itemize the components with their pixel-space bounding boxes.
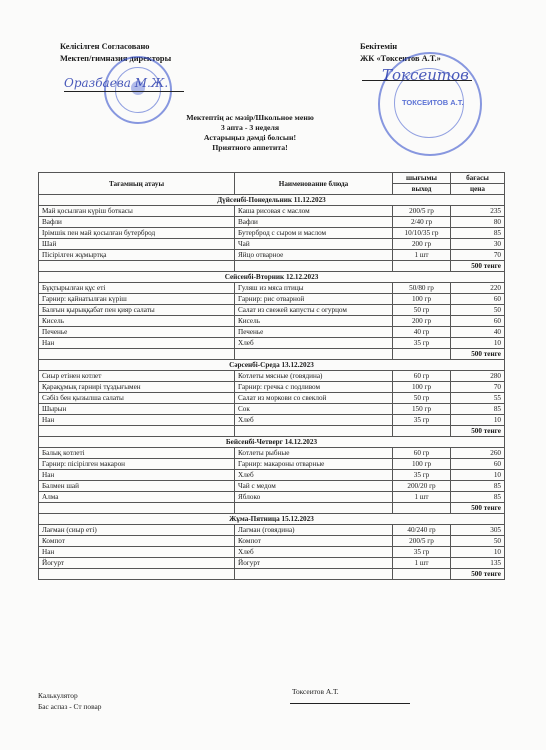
dish-name-kz: Йогурт: [39, 558, 235, 569]
dish-name-kz: Гарнир: пісірілген макарон: [39, 459, 235, 470]
table-row: [39, 525, 505, 536]
col-header-kz: Тағамның атауы: [39, 173, 235, 195]
table-row: [39, 492, 505, 503]
empty-cell: [39, 261, 235, 272]
empty-cell: [39, 569, 235, 580]
day-header-row: [39, 437, 505, 448]
approval-left-line2: Мектеп/гимназия директоры: [60, 54, 172, 63]
dish-name-kz: Қарақұмық гарнирі тұздығымен: [39, 382, 235, 393]
dish-name-kz: Печенье: [39, 327, 235, 338]
table-row: [39, 217, 505, 228]
dish-quantity: 40/240 гр: [393, 525, 451, 536]
dish-price: 40: [451, 327, 505, 338]
dish-name-kz: Вафли: [39, 217, 235, 228]
dish-price: 60: [451, 294, 505, 305]
day-label: Сәрсенбі-Среда 13.12.2023: [39, 360, 505, 371]
dish-quantity: 1 шт: [393, 558, 451, 569]
dish-name-ru: Котлеты рыбные: [235, 448, 393, 459]
dish-name-ru: Яблоко: [235, 492, 393, 503]
dish-name-ru: Гарнир: рис отварной: [235, 294, 393, 305]
empty-cell: [235, 349, 393, 360]
table-row: [39, 558, 505, 569]
col-header-qty-top: шығымы: [393, 173, 451, 184]
dish-name-kz: Балғын қырыққабат пен қияр салаты: [39, 305, 235, 316]
table-row: [39, 316, 505, 327]
empty-cell: [39, 349, 235, 360]
empty-cell: [39, 426, 235, 437]
total-row: [39, 503, 505, 514]
title-line4: Приятного аппетита!: [212, 143, 288, 152]
total-row: [39, 426, 505, 437]
empty-cell: [39, 503, 235, 514]
day-total: 500 тенге: [451, 503, 505, 514]
day-label: Дүйсенбі-Понедельник 11.12.2023: [39, 195, 505, 206]
dish-quantity: 35 гр: [393, 547, 451, 558]
dish-quantity: 1 шт: [393, 492, 451, 503]
dish-quantity: 60 гр: [393, 448, 451, 459]
dish-quantity: 100 гр: [393, 294, 451, 305]
dish-name-kz: Май қосылған күріш боткасы: [39, 206, 235, 217]
col-header-ru: Наименование блюда: [235, 173, 393, 195]
dish-quantity: 50 гр: [393, 393, 451, 404]
empty-cell: [393, 349, 451, 360]
table-row: [39, 459, 505, 470]
dish-quantity: 2/40 гр: [393, 217, 451, 228]
right-signature-line: [362, 80, 472, 81]
dish-name-ru: Гарнир: макароны отварные: [235, 459, 393, 470]
dish-name-kz: Сиыр етінен котлет: [39, 371, 235, 382]
dish-quantity: 50/80 гр: [393, 283, 451, 294]
dish-name-ru: Яйцо отварное: [235, 250, 393, 261]
table-row: [39, 470, 505, 481]
dish-price: 70: [451, 250, 505, 261]
dish-quantity: 200/5 гр: [393, 536, 451, 547]
dish-quantity: 200 гр: [393, 316, 451, 327]
day-header-row: [39, 195, 505, 206]
day-label: Бейсенбі-Четверг 14.12.2023: [39, 437, 505, 448]
empty-cell: [235, 426, 393, 437]
dish-price: 10: [451, 338, 505, 349]
dish-price: 85: [451, 492, 505, 503]
table-row: [39, 206, 505, 217]
empty-cell: [393, 569, 451, 580]
empty-cell: [393, 261, 451, 272]
day-total: 500 тенге: [451, 426, 505, 437]
dish-quantity: 200/20 гр: [393, 481, 451, 492]
dish-price: 10: [451, 470, 505, 481]
dish-name-ru: Гарнир: гречка с подливом: [235, 382, 393, 393]
dish-name-kz: Нан: [39, 415, 235, 426]
dish-price: 55: [451, 393, 505, 404]
table-row: [39, 481, 505, 492]
table-row: [39, 294, 505, 305]
dish-name-ru: Чай с медом: [235, 481, 393, 492]
dish-price: 10: [451, 415, 505, 426]
dish-name-ru: Салат из свежей капусты с огурцом: [235, 305, 393, 316]
dish-price: 305: [451, 525, 505, 536]
table-row: [39, 536, 505, 547]
dish-price: 80: [451, 217, 505, 228]
dish-name-kz: Компот: [39, 536, 235, 547]
dish-quantity: 100 гр: [393, 382, 451, 393]
dish-quantity: 50 гр: [393, 305, 451, 316]
dish-name-kz: Гарнир: қайнатылған күріш: [39, 294, 235, 305]
day-header-row: [39, 360, 505, 371]
col-header-price-top: бағасы: [451, 173, 505, 184]
day-label: Жұма-Пятница 15.12.2023: [39, 514, 505, 525]
dish-quantity: 35 гр: [393, 338, 451, 349]
dish-quantity: 1 шт: [393, 250, 451, 261]
dish-name-kz: Нан: [39, 547, 235, 558]
total-row: [39, 569, 505, 580]
dish-quantity: 35 гр: [393, 470, 451, 481]
dish-quantity: 40 гр: [393, 327, 451, 338]
dish-name-ru: Чай: [235, 239, 393, 250]
dish-price: 220: [451, 283, 505, 294]
dish-name-kz: Балық котлеті: [39, 448, 235, 459]
title-line1: Мектептің ас мәзір/Школьное меню: [186, 113, 314, 122]
cook-label: Бас аспаз - Ст повар: [38, 702, 102, 711]
dish-price: 10: [451, 547, 505, 558]
calculator-name: Токсеитов А.Т.: [292, 687, 339, 696]
dish-name-ru: Хлеб: [235, 415, 393, 426]
calculator-label: Калькулятор: [38, 691, 78, 700]
title-line2: 3 апта - 3 неделя: [220, 123, 280, 132]
dish-name-ru: Хлеб: [235, 470, 393, 481]
dish-name-kz: Кисель: [39, 316, 235, 327]
dish-name-ru: Лагман (говядина): [235, 525, 393, 536]
day-header-row: [39, 272, 505, 283]
dish-name-ru: Хлеб: [235, 547, 393, 558]
day-label: Сейсенбі-Вторник 12.12.2023: [39, 272, 505, 283]
empty-cell: [235, 503, 393, 514]
footer-left: [38, 690, 101, 712]
table-row: [39, 448, 505, 459]
dish-name-ru: Салат из моркови со свеклой: [235, 393, 393, 404]
table-row: [39, 382, 505, 393]
dish-quantity: 100 гр: [393, 459, 451, 470]
dish-name-kz: Сәбіз бен қызылша салаты: [39, 393, 235, 404]
dish-name-ru: Хлеб: [235, 338, 393, 349]
col-header-price-bottom: цена: [451, 184, 505, 195]
dish-quantity: 10/10/35 гр: [393, 228, 451, 239]
day-total: 500 тенге: [451, 261, 505, 272]
empty-cell: [235, 261, 393, 272]
dish-name-kz: Ірімшік пен май қосылған бутерброд: [39, 228, 235, 239]
left-signature: Оразбаева М.Ж.: [64, 76, 169, 90]
table-row: [39, 283, 505, 294]
col-header-qty-bottom: выход: [393, 184, 451, 195]
day-total: 500 тенге: [451, 349, 505, 360]
dish-price: 280: [451, 371, 505, 382]
dish-name-ru: Компот: [235, 536, 393, 547]
dish-name-ru: Котлеты мясные (говядина): [235, 371, 393, 382]
dish-name-kz: Лағман (сиыр еті): [39, 525, 235, 536]
empty-cell: [393, 503, 451, 514]
dish-price: 135: [451, 558, 505, 569]
approval-right-line2: ЖК «Токсеитов А.Т.»: [360, 54, 441, 63]
dish-name-ru: Бутерброд с сыром и маслом: [235, 228, 393, 239]
table-row: [39, 393, 505, 404]
dish-name-kz: Нан: [39, 470, 235, 481]
empty-cell: [235, 569, 393, 580]
approval-left-line1: Келісілген Согласовано: [60, 42, 150, 51]
dish-quantity: 200/5 гр: [393, 206, 451, 217]
dish-price: 235: [451, 206, 505, 217]
dish-price: 50: [451, 305, 505, 316]
dish-price: 30: [451, 239, 505, 250]
dish-name-ru: Сок: [235, 404, 393, 415]
table-row: [39, 547, 505, 558]
table-header-row-top: [39, 173, 505, 184]
right-seal-name: ТОКСЕИТОВ А.Т.: [402, 98, 464, 107]
dish-name-kz: Шырын: [39, 404, 235, 415]
dish-name-kz: Балмен шай: [39, 481, 235, 492]
dish-name-ru: Йогурт: [235, 558, 393, 569]
table-row: [39, 305, 505, 316]
menu-table: [38, 172, 505, 580]
approval-right-line1: Бекітемін: [360, 42, 398, 51]
dish-quantity: 35 гр: [393, 415, 451, 426]
dish-price: 85: [451, 228, 505, 239]
menu-title: [150, 113, 350, 153]
table-row: [39, 371, 505, 382]
dish-quantity: 200 гр: [393, 239, 451, 250]
dish-name-kz: Бұқтырылған құс еті: [39, 283, 235, 294]
dish-name-kz: Алма: [39, 492, 235, 503]
table-row: [39, 404, 505, 415]
dish-price: 60: [451, 316, 505, 327]
table-row: [39, 338, 505, 349]
total-row: [39, 261, 505, 272]
title-line3: Астарыңыз дәмді болсын!: [203, 133, 297, 142]
dish-price: 70: [451, 382, 505, 393]
dish-name-kz: Шай: [39, 239, 235, 250]
day-total: 500 тенге: [451, 569, 505, 580]
dish-quantity: 60 гр: [393, 371, 451, 382]
table-row: [39, 327, 505, 338]
dish-quantity: 150 гр: [393, 404, 451, 415]
right-signature: Токсеитов: [382, 66, 469, 84]
dish-name-ru: Каша рисовая с маслом: [235, 206, 393, 217]
dish-name-ru: Печенье: [235, 327, 393, 338]
empty-cell: [393, 426, 451, 437]
dish-price: 60: [451, 459, 505, 470]
dish-name-kz: Пісірілген жұмыртқа: [39, 250, 235, 261]
dish-name-ru: Гуляш из мяса птицы: [235, 283, 393, 294]
table-row: [39, 239, 505, 250]
dish-name-ru: Вафли: [235, 217, 393, 228]
table-row: [39, 250, 505, 261]
menu-body: [39, 195, 505, 580]
dish-price: 50: [451, 536, 505, 547]
calculator-signature-line: [290, 703, 410, 704]
dish-price: 85: [451, 404, 505, 415]
total-row: [39, 349, 505, 360]
dish-price: 85: [451, 481, 505, 492]
table-row: [39, 228, 505, 239]
dish-price: 260: [451, 448, 505, 459]
day-header-row: [39, 514, 505, 525]
left-signature-line: [64, 91, 184, 92]
table-row: [39, 415, 505, 426]
dish-name-kz: Нан: [39, 338, 235, 349]
dish-name-ru: Кисель: [235, 316, 393, 327]
